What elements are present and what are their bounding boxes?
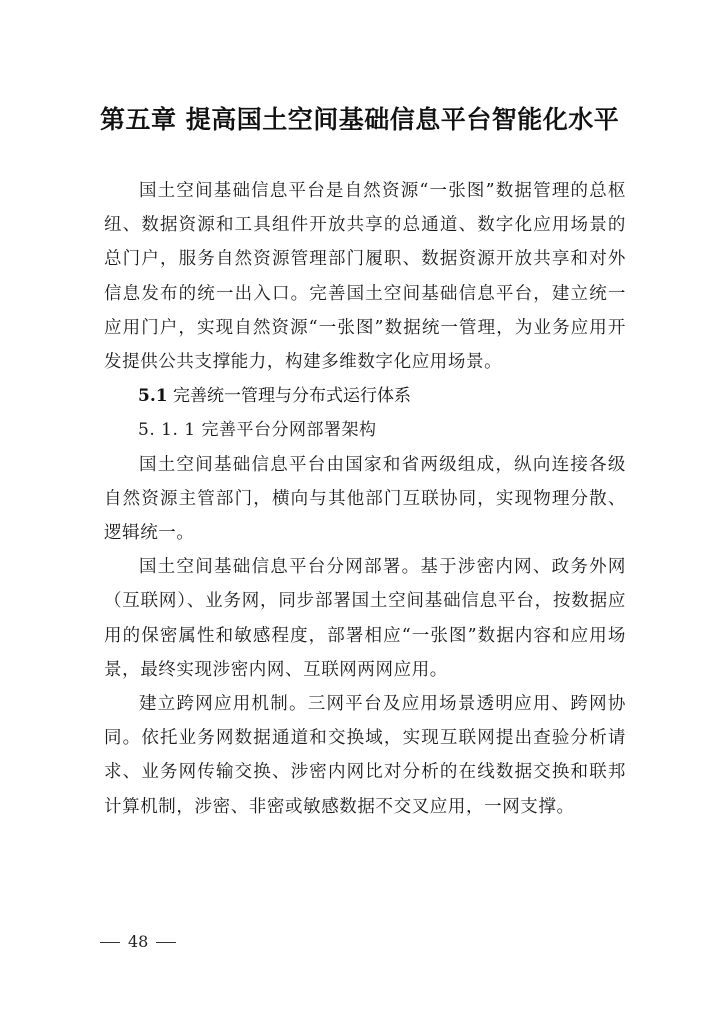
page-number: 48 bbox=[128, 932, 149, 951]
intro-paragraph: 国土空间基础信息平台是自然资源“一张图”数据管理的总枢纽、数据资源和工具组件开放共享的总通道、数字化应用场景的总门户，服务自然资源管理部门履职、数据资源开放共享和对外信息发布的统一出入口。完善国土空间基础信息平台，建立统一应用门户，实现自然资源“一张图”数据统一管理，为业务应用开发提供公共支撑能力，构建多维数字化应用场景。 bbox=[104, 181, 626, 373]
body-paragraph: 国土空间基础信息平台由国家和省两级组成，纵向连接各级自然资源主管部门，横向与其他部门互联协同，实现物理分散、逻辑统一。 bbox=[104, 454, 626, 544]
body-paragraph: 国土空间基础信息平台分网部署。基于涉密内网、政务外网（互联网）、业务网，同步部署国土空间基础信息平台，按数据应用的保密属性和敏感程度，部署相应“一张图”数据内容和应用场景，最终实现涉密内网、互联网两网应用。 bbox=[104, 557, 626, 680]
body-paragraph: 建立跨网应用机制。三网平台及应用场景透明应用、跨网协同。依托业务网数据通道和交换域，实现互联网提出查验分析请求、业务网传输交换、涉密内网比对分析的在线数据交换和联邦计算机制，涉密、非密或敏感数据不交叉应用，一网支撑。 bbox=[104, 694, 626, 817]
subsection-heading-5-1-1: 5. 1. 1 完善平台分网部署架构 bbox=[138, 420, 377, 441]
section-number: 5.1 bbox=[138, 386, 168, 407]
footer-dash-left bbox=[100, 942, 120, 943]
document-body bbox=[104, 174, 626, 824]
section-heading-5-1 bbox=[104, 379, 626, 413]
page-footer bbox=[100, 930, 176, 954]
section-title: 完善统一管理与分布式运行体系 bbox=[172, 386, 411, 407]
chapter-title: 第五章 提高国土空间基础信息平台智能化水平 bbox=[100, 105, 620, 134]
footer-dash-right bbox=[156, 942, 176, 943]
